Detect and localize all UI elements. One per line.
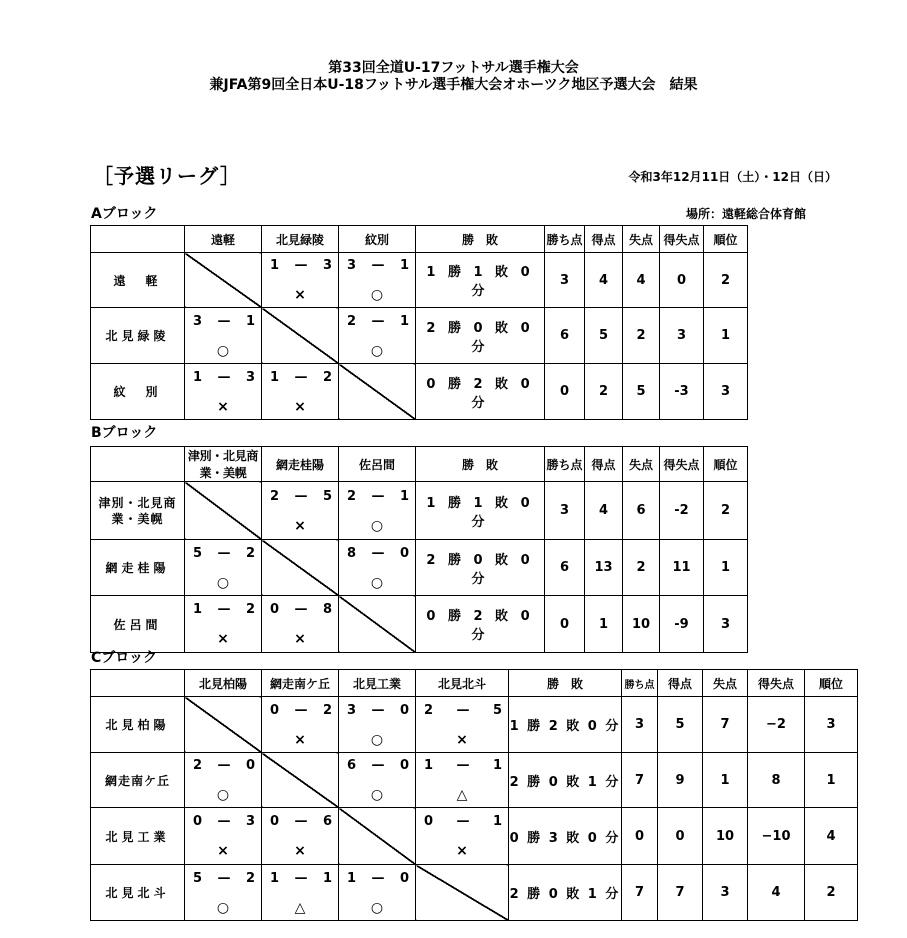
score-dash: — (371, 702, 385, 718)
score-dash: — (217, 545, 231, 561)
result-mark: × (456, 843, 468, 859)
match-cell (339, 697, 416, 753)
score-b: 0 (399, 870, 409, 886)
rank-cell: 3 (704, 364, 748, 420)
result-mark: × (294, 398, 306, 415)
result-mark: × (217, 631, 229, 647)
score-b: 3 (322, 258, 332, 273)
score-b: 1 (322, 870, 332, 886)
score-a: 1 (193, 369, 203, 385)
score-dash: — (217, 870, 231, 886)
score-dash: — (456, 702, 470, 718)
goals-against-cell: 1 (703, 753, 748, 808)
record-cell: 0 勝 2 敗 0 分 (416, 364, 545, 420)
goals-against-cell: 7 (703, 697, 748, 753)
result-mark: ○ (370, 899, 384, 916)
score-a: 0 (270, 702, 280, 718)
col-team: 北見北斗 (416, 670, 509, 697)
result-mark: × (294, 517, 306, 534)
goals-for-cell: 5 (585, 308, 623, 364)
col-goal-diff: 得失点 (660, 447, 704, 482)
goal-diff-cell: 4 (748, 865, 805, 921)
goals-for-cell: 9 (658, 753, 703, 808)
col-goals-for: 得点 (585, 226, 623, 253)
goals-against-cell: 2 (623, 308, 660, 364)
match-cell (185, 540, 262, 596)
score-a: 2 (270, 488, 280, 504)
self-match-cell (185, 697, 262, 753)
col-team: 津別・北見商業・美幌 (185, 447, 262, 482)
score-dash: — (456, 814, 470, 829)
result-mark: △ (456, 787, 468, 803)
score-a: 5 (193, 870, 203, 886)
title-line-2: 兼JFA第9回全日本U-18フットサル選手権大会オホーツク地区予選大会 結果 (209, 77, 698, 93)
match-cell (185, 308, 262, 364)
col-goal-diff: 得失点 (748, 670, 805, 697)
title-line-1: 第33回全道U-17フットサル選手権大会 (328, 60, 579, 76)
record-cell: 2 勝 0 敗 1 分 (509, 865, 622, 921)
score-b: 3 (245, 369, 255, 385)
goal-diff-cell: -3 (660, 364, 704, 420)
row-team: 佐呂間 (91, 596, 185, 653)
record-cell: 0 勝 3 敗 0 分 (509, 808, 622, 865)
col-points: 勝ち点 (622, 670, 658, 697)
score-dash: — (371, 545, 385, 561)
score-b: 2 (322, 702, 332, 718)
self-match-cell (339, 808, 416, 865)
col-record: 勝 敗 (509, 670, 622, 697)
match-cell (262, 596, 339, 653)
result-mark: ○ (216, 787, 230, 803)
col-goals-against: 失点 (623, 447, 660, 482)
match-cell (262, 697, 339, 753)
row-team: 網走桂陽 (91, 540, 185, 596)
score-dash: — (371, 258, 385, 273)
score-dash: — (294, 702, 308, 718)
score-a: 2 (347, 313, 357, 329)
result-mark: ○ (370, 787, 384, 803)
score-dash: — (294, 369, 308, 385)
score-b: 5 (492, 702, 502, 718)
result-mark: × (217, 843, 229, 859)
goals-for-cell: 7 (658, 865, 703, 921)
col-team: 北見工業 (339, 670, 416, 697)
score-dash: — (294, 814, 308, 829)
col-rank: 順位 (805, 670, 858, 697)
goals-against-cell: 5 (623, 364, 660, 420)
goals-against-cell: 10 (703, 808, 748, 865)
col-goals-for: 得点 (658, 670, 703, 697)
match-cell (416, 753, 509, 808)
row-team: 北見柏陽 (91, 697, 185, 753)
score-b: 0 (399, 702, 409, 718)
score-a: 5 (193, 545, 203, 561)
row-team: 紋 別 (91, 364, 185, 420)
table-row (91, 697, 858, 753)
block-b-table (90, 446, 748, 653)
table-row (91, 540, 748, 596)
points-cell: 3 (545, 253, 585, 308)
score-dash: — (294, 488, 308, 504)
match-cell (339, 308, 416, 364)
score-b: 0 (245, 758, 255, 773)
corner-cell (91, 670, 185, 697)
record-cell: 1 勝 1 敗 0 分 (416, 482, 545, 540)
row-team: 北見緑陵 (91, 308, 185, 364)
self-match-cell (339, 364, 416, 420)
row-team: 北見北斗 (91, 865, 185, 921)
date-text: 令和3年12月11日（土）・12日（日） (628, 170, 837, 184)
score-dash: — (294, 258, 308, 273)
league-label: ［予選リーグ］ (93, 164, 241, 188)
rank-cell: 3 (704, 596, 748, 653)
score-a: 1 (347, 870, 357, 886)
score-dash: — (217, 814, 231, 829)
points-cell: 3 (545, 482, 585, 540)
goals-against-cell: 6 (623, 482, 660, 540)
block-a-table (90, 225, 748, 420)
score-b: 1 (399, 258, 409, 273)
score-a: 3 (347, 258, 357, 273)
corner-cell (91, 226, 185, 253)
score-a: 3 (347, 702, 357, 718)
score-b: 2 (322, 369, 332, 385)
score-a: 1 (270, 870, 280, 886)
goals-for-cell: 1 (585, 596, 623, 653)
match-cell (262, 865, 339, 921)
table-row (91, 482, 748, 540)
score-dash: — (217, 758, 231, 773)
row-team: 津別・北見商業・美幌 (91, 482, 185, 540)
goals-for-cell: 0 (658, 808, 703, 865)
goal-diff-cell: −10 (748, 808, 805, 865)
table-row (91, 865, 858, 921)
score-dash: — (371, 870, 385, 886)
self-match-cell (262, 540, 339, 596)
self-match-cell (262, 308, 339, 364)
goals-against-cell: 10 (623, 596, 660, 653)
block-a-label: Aブロック (91, 206, 158, 222)
self-match-cell (185, 482, 262, 540)
score-a: 1 (193, 602, 203, 617)
result-mark: ○ (370, 517, 384, 534)
score-a: 2 (424, 702, 434, 718)
points-cell: 0 (622, 808, 658, 865)
score-b: 1 (492, 758, 502, 773)
col-team: 北見緑陵 (262, 226, 339, 253)
result-mark: × (294, 843, 306, 859)
self-match-cell (416, 865, 509, 921)
result-mark: × (294, 287, 306, 303)
goal-diff-cell: -9 (660, 596, 704, 653)
rank-cell: 1 (805, 753, 858, 808)
row-team: 網走南ケ丘 (91, 753, 185, 808)
score-dash: — (371, 313, 385, 329)
corner-cell (91, 447, 185, 482)
score-dash: — (294, 870, 308, 886)
score-a: 1 (424, 758, 434, 773)
score-b: 3 (245, 814, 255, 829)
points-cell: 0 (545, 596, 585, 653)
record-cell: 2 勝 0 敗 1 分 (509, 753, 622, 808)
goal-diff-cell: 0 (660, 253, 704, 308)
result-mark: △ (294, 899, 306, 916)
result-mark: × (456, 731, 468, 748)
goal-diff-cell: 8 (748, 753, 805, 808)
score-dash: — (294, 602, 308, 617)
col-points: 勝ち点 (545, 226, 585, 253)
table-row (91, 253, 748, 308)
rank-cell: 1 (704, 540, 748, 596)
match-cell (339, 865, 416, 921)
score-b: 1 (399, 488, 409, 504)
match-cell (185, 808, 262, 865)
score-dash: — (217, 313, 231, 329)
col-team: 北見柏陽 (185, 670, 262, 697)
col-record: 勝 敗 (416, 226, 545, 253)
score-b: 2 (245, 545, 255, 561)
result-mark: ○ (216, 574, 230, 591)
match-cell (339, 482, 416, 540)
col-goal-diff: 得失点 (660, 226, 704, 253)
block-c-label: Cブロック (91, 650, 157, 666)
score-a: 0 (193, 814, 203, 829)
score-b: 2 (245, 602, 255, 617)
score-a: 1 (270, 258, 280, 273)
score-b: 0 (399, 758, 409, 773)
self-match-cell (339, 596, 416, 653)
rank-cell: 2 (704, 253, 748, 308)
result-mark: ○ (216, 342, 230, 359)
score-a: 3 (193, 313, 203, 329)
self-match-cell (185, 253, 262, 308)
result-mark: ○ (216, 899, 230, 916)
rank-cell: 2 (704, 482, 748, 540)
col-team: 遠軽 (185, 226, 262, 253)
match-cell (339, 540, 416, 596)
goal-diff-cell: -2 (660, 482, 704, 540)
score-a: 0 (424, 814, 434, 829)
goal-diff-cell: −2 (748, 697, 805, 753)
table-row (91, 808, 858, 865)
score-b: 1 (245, 313, 255, 329)
score-a: 6 (347, 758, 357, 773)
col-team: 紋別 (339, 226, 416, 253)
self-match-cell (262, 753, 339, 808)
result-mark: ○ (370, 287, 384, 303)
table-row (91, 753, 858, 808)
venue-text: 場所：遠軽総合体育館 (686, 207, 807, 221)
table-row (91, 364, 748, 420)
col-record: 勝 敗 (416, 447, 545, 482)
goals-against-cell: 4 (623, 253, 660, 308)
points-cell: 6 (545, 308, 585, 364)
match-cell (185, 865, 262, 921)
points-cell: 6 (545, 540, 585, 596)
record-cell: 2 勝 0 敗 0 分 (416, 540, 545, 596)
record-cell: 0 勝 2 敗 0 分 (416, 596, 545, 653)
result-mark: × (294, 731, 306, 748)
rank-cell: 3 (805, 697, 858, 753)
match-cell (416, 697, 509, 753)
match-cell (185, 753, 262, 808)
col-points: 勝ち点 (545, 447, 585, 482)
points-cell: 0 (545, 364, 585, 420)
match-cell (185, 364, 262, 420)
col-goals-for: 得点 (585, 447, 623, 482)
score-a: 2 (347, 488, 357, 504)
col-rank: 順位 (704, 447, 748, 482)
table-row (91, 596, 748, 653)
goal-diff-cell: 3 (660, 308, 704, 364)
block-c-table (90, 669, 858, 921)
score-dash: — (217, 369, 231, 385)
match-cell (339, 253, 416, 308)
goals-for-cell: 2 (585, 364, 623, 420)
points-cell: 7 (622, 865, 658, 921)
score-a: 0 (270, 602, 280, 617)
record-cell: 2 勝 0 敗 0 分 (416, 308, 545, 364)
result-mark: ○ (370, 342, 384, 359)
score-a: 1 (270, 369, 280, 385)
match-cell (416, 808, 509, 865)
rank-cell: 1 (704, 308, 748, 364)
block-b-label: Bブロック (91, 425, 158, 441)
score-dash: — (371, 488, 385, 504)
match-cell (262, 482, 339, 540)
points-cell: 7 (622, 753, 658, 808)
match-cell (185, 596, 262, 653)
score-b: 5 (322, 488, 332, 504)
score-b: 6 (322, 814, 332, 829)
match-cell (262, 253, 339, 308)
score-b: 1 (399, 313, 409, 329)
goals-for-cell: 4 (585, 253, 623, 308)
match-cell (262, 808, 339, 865)
goals-for-cell: 13 (585, 540, 623, 596)
score-dash: — (371, 758, 385, 773)
result-mark: ○ (370, 731, 384, 748)
record-cell: 1 勝 2 敗 0 分 (509, 697, 622, 753)
result-mark: × (217, 398, 229, 415)
col-team: 網走桂陽 (262, 447, 339, 482)
goal-diff-cell: 11 (660, 540, 704, 596)
goals-for-cell: 5 (658, 697, 703, 753)
col-goals-against: 失点 (703, 670, 748, 697)
score-dash: — (456, 758, 470, 773)
record-cell: 1 勝 1 敗 0 分 (416, 253, 545, 308)
score-b: 8 (322, 602, 332, 617)
score-b: 0 (399, 545, 409, 561)
match-cell (262, 364, 339, 420)
score-dash: — (217, 602, 231, 617)
rank-cell: 4 (805, 808, 858, 865)
score-b: 2 (245, 870, 255, 886)
col-team: 網走南ケ丘 (262, 670, 339, 697)
result-mark: × (294, 631, 306, 647)
score-a: 8 (347, 545, 357, 561)
goals-for-cell: 4 (585, 482, 623, 540)
table-row (91, 308, 748, 364)
result-mark: ○ (370, 574, 384, 591)
goals-against-cell: 2 (623, 540, 660, 596)
col-team: 佐呂間 (339, 447, 416, 482)
score-a: 0 (270, 814, 280, 829)
row-team: 北見工業 (91, 808, 185, 865)
col-goals-against: 失点 (623, 226, 660, 253)
score-a: 2 (193, 758, 203, 773)
row-team: 遠 軽 (91, 253, 185, 308)
match-cell (339, 753, 416, 808)
goals-against-cell: 3 (703, 865, 748, 921)
col-rank: 順位 (704, 226, 748, 253)
rank-cell: 2 (805, 865, 858, 921)
score-b: 1 (492, 814, 502, 829)
points-cell: 3 (622, 697, 658, 753)
